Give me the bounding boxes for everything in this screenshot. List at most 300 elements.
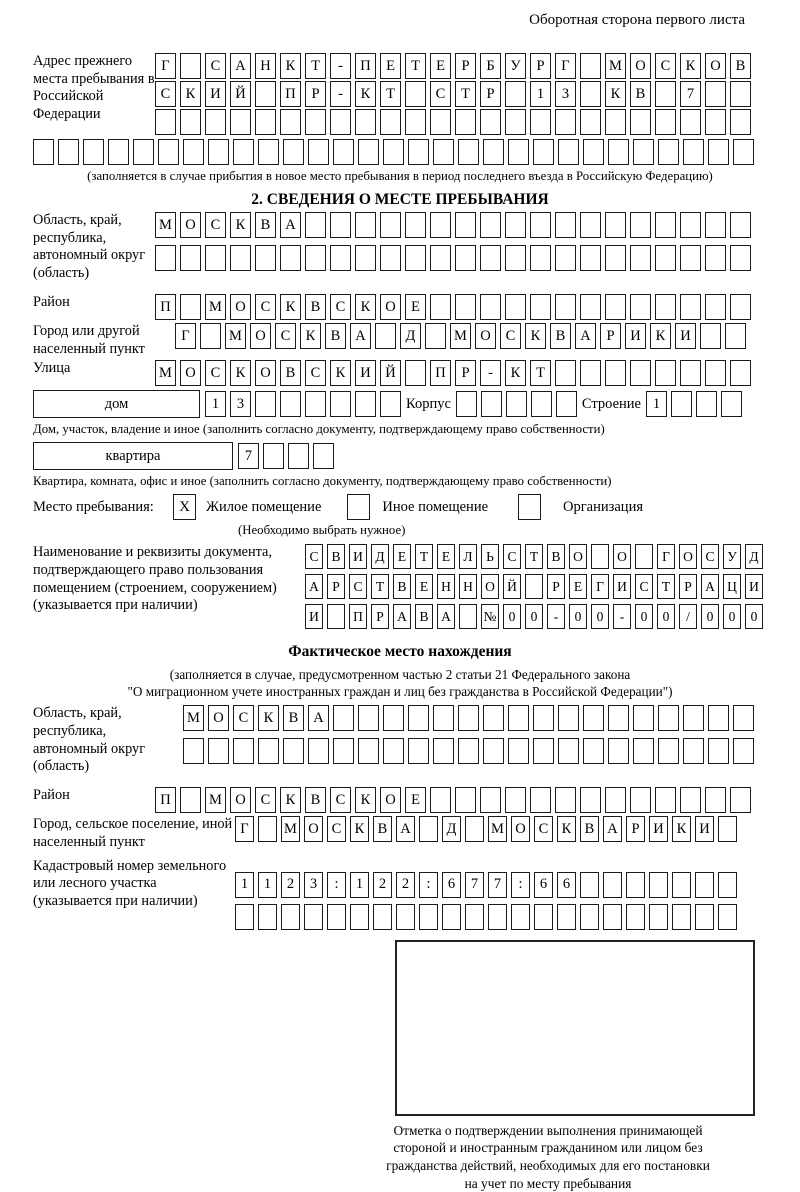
empty-cell — [425, 323, 446, 349]
char-cell: О — [180, 360, 201, 386]
char-cell: 6 — [534, 872, 553, 898]
district-row-group — [33, 294, 767, 320]
empty-cell — [705, 212, 726, 238]
char-cell: И — [695, 816, 714, 842]
char-cell: 0 — [525, 604, 543, 629]
korpus-row — [456, 391, 577, 417]
stay-option-other: Иное помещение — [382, 498, 489, 515]
city-label: Город или другой населенный пункт — [33, 322, 145, 357]
empty-cell — [680, 294, 701, 320]
empty-cell — [308, 139, 329, 165]
empty-cell — [380, 245, 401, 271]
empty-cell — [580, 212, 601, 238]
char-cell: О — [705, 53, 726, 79]
fact-title: Фактическое место нахождения — [288, 643, 512, 661]
char-cell: С — [205, 360, 226, 386]
empty-cell — [558, 705, 579, 731]
empty-cell — [555, 294, 576, 320]
empty-cell — [380, 391, 401, 417]
char-cell: 7 — [488, 872, 507, 898]
house-row-group — [33, 390, 767, 418]
empty-cell — [280, 109, 301, 135]
char-cell: Т — [455, 81, 476, 107]
empty-cell — [530, 245, 551, 271]
empty-cell — [456, 391, 477, 417]
char-cell: Е — [405, 294, 426, 320]
char-cell: - — [547, 604, 565, 629]
empty-cell — [280, 245, 301, 271]
char-cell: В — [327, 544, 345, 569]
empty-cell — [633, 738, 654, 764]
empty-cell — [383, 738, 404, 764]
char-cell: М — [281, 816, 300, 842]
fact-city-row-group — [33, 816, 767, 851]
char-cell: В — [415, 604, 433, 629]
char-cell: А — [350, 323, 371, 349]
prev-address-row-1 — [155, 53, 751, 79]
char-cell: К — [280, 294, 301, 320]
document-row-group — [33, 544, 767, 629]
char-cell: О — [613, 544, 631, 569]
empty-cell — [633, 705, 654, 731]
char-cell: Г — [555, 53, 576, 79]
char-cell: А — [230, 53, 251, 79]
char-cell: О — [180, 212, 201, 238]
empty-cell — [630, 109, 651, 135]
char-cell: Р — [530, 53, 551, 79]
char-cell: С — [327, 816, 346, 842]
stay-option-residential: Жилое помещение — [206, 498, 322, 515]
city-row — [175, 323, 746, 349]
char-cell: В — [305, 294, 326, 320]
char-cell: С — [255, 294, 276, 320]
char-cell: И — [205, 81, 226, 107]
empty-cell — [358, 705, 379, 731]
char-cell: К — [350, 816, 369, 842]
empty-cell — [605, 360, 626, 386]
char-cell: 6 — [442, 872, 461, 898]
empty-cell — [455, 245, 476, 271]
char-cell: Ь — [481, 544, 499, 569]
empty-cell — [430, 212, 451, 238]
char-cell: 1 — [205, 391, 226, 417]
empty-cell — [505, 81, 526, 107]
char-cell: В — [730, 53, 751, 79]
empty-cell — [733, 139, 754, 165]
empty-cell — [580, 53, 601, 79]
empty-cell — [133, 139, 154, 165]
char-cell: С — [635, 574, 653, 599]
char-cell: С — [330, 787, 351, 813]
empty-cell — [506, 391, 527, 417]
char-cell: К — [258, 705, 279, 731]
empty-cell — [508, 139, 529, 165]
char-cell: М — [488, 816, 507, 842]
empty-cell — [405, 212, 426, 238]
char-cell: Т — [415, 544, 433, 569]
checkbox-other-premises — [347, 494, 370, 520]
char-cell: И — [613, 574, 631, 599]
empty-cell — [405, 360, 426, 386]
apartment-box: квартира — [33, 442, 233, 470]
empty-cell — [305, 212, 326, 238]
empty-cell — [433, 139, 454, 165]
stamp-caption-line-3: гражданства действий, необходимых для его постановки — [386, 1157, 710, 1173]
empty-cell — [230, 109, 251, 135]
empty-cell — [730, 245, 751, 271]
empty-cell — [283, 139, 304, 165]
empty-cell — [533, 705, 554, 731]
empty-cell — [408, 139, 429, 165]
char-cell: А — [305, 574, 323, 599]
fact-city-row — [235, 816, 737, 842]
empty-cell — [288, 443, 309, 469]
prev-address-row-2 — [155, 81, 751, 107]
char-cell: Е — [437, 544, 455, 569]
char-cell: Т — [305, 53, 326, 79]
char-cell: К — [355, 787, 376, 813]
char-cell: Т — [380, 81, 401, 107]
street-row-group — [33, 360, 767, 386]
fact-city-label: Город, сельское поселение, иной населенный пункт — [33, 816, 233, 850]
empty-cell — [705, 787, 726, 813]
char-cell: А — [393, 604, 411, 629]
empty-cell — [655, 212, 676, 238]
char-cell: В — [630, 81, 651, 107]
char-cell: С — [430, 81, 451, 107]
char-cell: П — [355, 53, 376, 79]
empty-cell — [671, 391, 692, 417]
empty-cell — [705, 360, 726, 386]
empty-cell — [155, 109, 176, 135]
empty-cell — [480, 245, 501, 271]
empty-cell — [672, 872, 691, 898]
empty-cell — [672, 904, 691, 930]
char-cell: 0 — [745, 604, 763, 629]
empty-cell — [730, 294, 751, 320]
empty-cell — [718, 904, 737, 930]
char-cell: Б — [480, 53, 501, 79]
empty-cell — [556, 391, 577, 417]
empty-cell — [605, 212, 626, 238]
fact-region-row-1 — [183, 705, 754, 731]
checkbox-x-mark: X — [179, 498, 190, 515]
char-cell: К — [525, 323, 546, 349]
house-caption: Дом, участок, владение и иное (заполнить согласно документу, подтверждающему право собственности) — [33, 422, 605, 437]
empty-cell — [330, 109, 351, 135]
empty-cell — [258, 738, 279, 764]
char-cell: 1 — [530, 81, 551, 107]
char-cell: 3 — [304, 872, 323, 898]
char-cell: - — [480, 360, 501, 386]
empty-cell — [313, 443, 334, 469]
empty-cell — [333, 139, 354, 165]
empty-cell — [480, 109, 501, 135]
empty-cell — [725, 323, 746, 349]
char-cell: С — [155, 81, 176, 107]
char-cell: В — [550, 323, 571, 349]
checkbox-residential — [173, 494, 196, 520]
char-cell: К — [280, 787, 301, 813]
empty-cell — [233, 139, 254, 165]
empty-cell — [305, 391, 326, 417]
empty-cell — [630, 245, 651, 271]
empty-cell — [655, 787, 676, 813]
empty-cell — [705, 109, 726, 135]
empty-cell — [383, 139, 404, 165]
char-cell: 7 — [238, 443, 259, 469]
char-cell: В — [393, 574, 411, 599]
region-row-group — [33, 212, 767, 283]
char-cell: О — [380, 787, 401, 813]
empty-cell — [630, 360, 651, 386]
empty-cell — [358, 738, 379, 764]
char-cell: Д — [442, 816, 461, 842]
empty-cell — [555, 245, 576, 271]
char-cell: 0 — [701, 604, 719, 629]
char-cell: : — [327, 872, 346, 898]
char-cell: 7 — [465, 872, 484, 898]
empty-cell — [649, 904, 668, 930]
empty-cell — [483, 738, 504, 764]
empty-cell — [580, 294, 601, 320]
char-cell: М — [450, 323, 471, 349]
char-cell: В — [547, 544, 565, 569]
char-cell: С — [275, 323, 296, 349]
empty-cell — [705, 294, 726, 320]
empty-cell — [480, 294, 501, 320]
char-cell: М — [225, 323, 246, 349]
empty-cell — [700, 323, 721, 349]
stroenie-row — [646, 391, 742, 417]
empty-cell — [718, 816, 737, 842]
char-cell: А — [396, 816, 415, 842]
checkbox-organization — [518, 494, 541, 520]
char-cell: М — [155, 212, 176, 238]
char-cell: С — [205, 53, 226, 79]
empty-cell — [633, 139, 654, 165]
empty-cell — [580, 109, 601, 135]
stamp-caption-line-4: на учет по месту пребывания — [464, 1175, 632, 1191]
empty-cell — [511, 904, 530, 930]
empty-cell — [405, 245, 426, 271]
char-cell: Г — [155, 53, 176, 79]
stay-type-row — [33, 494, 767, 520]
empty-cell — [280, 391, 301, 417]
char-cell: С — [305, 360, 326, 386]
empty-cell — [649, 872, 668, 898]
char-cell: К — [180, 81, 201, 107]
char-cell: Р — [305, 81, 326, 107]
empty-cell — [419, 904, 438, 930]
char-cell: С — [655, 53, 676, 79]
char-cell: О — [208, 705, 229, 731]
char-cell: Н — [255, 53, 276, 79]
empty-cell — [459, 604, 477, 629]
empty-cell — [355, 212, 376, 238]
empty-cell — [580, 81, 601, 107]
char-cell: Д — [400, 323, 421, 349]
empty-cell — [696, 391, 717, 417]
char-cell: О — [255, 360, 276, 386]
char-cell: О — [511, 816, 530, 842]
empty-cell — [530, 294, 551, 320]
district-row — [155, 294, 751, 320]
empty-cell — [555, 787, 576, 813]
empty-cell — [408, 738, 429, 764]
empty-cell — [327, 904, 346, 930]
char-cell: К — [280, 53, 301, 79]
char-cell: С — [701, 544, 719, 569]
empty-cell — [680, 245, 701, 271]
char-cell: А — [280, 212, 301, 238]
empty-cell — [158, 139, 179, 165]
char-cell: 0 — [723, 604, 741, 629]
fact-district-label: Район — [33, 787, 70, 804]
char-cell: В — [373, 816, 392, 842]
prev-address-label: Адрес прежнего места пребывания в Российской Федерации — [33, 53, 155, 123]
char-cell: К — [230, 212, 251, 238]
char-cell: Г — [175, 323, 196, 349]
empty-cell — [380, 212, 401, 238]
empty-cell — [405, 81, 426, 107]
empty-cell — [683, 738, 704, 764]
street-row — [155, 360, 751, 386]
empty-cell — [180, 245, 201, 271]
empty-cell — [255, 391, 276, 417]
char-cell: Г — [657, 544, 675, 569]
empty-cell — [405, 109, 426, 135]
empty-cell — [383, 705, 404, 731]
char-cell: Н — [437, 574, 455, 599]
empty-cell — [505, 245, 526, 271]
empty-cell — [680, 212, 701, 238]
char-cell: И — [649, 816, 668, 842]
empty-cell — [333, 738, 354, 764]
empty-cell — [655, 81, 676, 107]
fact-caption-line-1: (заполняется в случае, предусмотренном частью 2 статьи 21 Федерального закона — [169, 667, 631, 683]
empty-cell — [380, 109, 401, 135]
fact-district-row-group — [33, 787, 767, 813]
empty-cell — [558, 139, 579, 165]
empty-cell — [396, 904, 415, 930]
empty-cell — [730, 109, 751, 135]
char-cell: - — [330, 81, 351, 107]
empty-cell — [580, 245, 601, 271]
empty-cell — [180, 109, 201, 135]
char-cell: Л — [459, 544, 477, 569]
char-cell: 0 — [591, 604, 609, 629]
char-cell: Р — [455, 53, 476, 79]
char-cell: О — [475, 323, 496, 349]
empty-cell — [730, 81, 751, 107]
korpus-label: Корпус — [406, 396, 451, 413]
prev-address-section — [33, 53, 767, 135]
char-cell: Е — [430, 53, 451, 79]
char-cell: А — [575, 323, 596, 349]
empty-cell — [580, 872, 599, 898]
empty-cell — [580, 360, 601, 386]
empty-cell — [583, 139, 604, 165]
empty-cell — [208, 738, 229, 764]
empty-cell — [205, 109, 226, 135]
char-cell: Ц — [723, 574, 741, 599]
empty-cell — [465, 816, 484, 842]
empty-cell — [557, 904, 576, 930]
char-cell: К — [680, 53, 701, 79]
empty-cell — [608, 705, 629, 731]
empty-cell — [333, 705, 354, 731]
empty-cell — [373, 904, 392, 930]
char-cell: В — [255, 212, 276, 238]
apartment-number-row — [238, 443, 334, 469]
empty-cell — [483, 139, 504, 165]
empty-cell — [233, 738, 254, 764]
empty-cell — [558, 738, 579, 764]
stamp-caption — [325, 1122, 771, 1192]
empty-cell — [455, 787, 476, 813]
empty-cell — [630, 787, 651, 813]
empty-cell — [730, 360, 751, 386]
empty-cell — [408, 705, 429, 731]
apartment-caption: Квартира, комната, офис и иное (заполнить согласно документу, подтверждающему право собственности) — [33, 474, 612, 489]
fact-region-row-group — [33, 705, 767, 776]
empty-cell — [180, 294, 201, 320]
char-cell: О — [230, 294, 251, 320]
stroenie-label: Строение — [581, 396, 641, 413]
char-cell: С — [255, 787, 276, 813]
empty-cell — [430, 787, 451, 813]
empty-cell — [555, 360, 576, 386]
char-cell: Г — [235, 816, 254, 842]
region-row-1 — [155, 212, 751, 238]
char-cell: М — [155, 360, 176, 386]
char-cell: - — [330, 53, 351, 79]
empty-cell — [530, 109, 551, 135]
char-cell: Е — [380, 53, 401, 79]
empty-cell — [180, 787, 201, 813]
empty-cell — [305, 109, 326, 135]
empty-cell — [508, 738, 529, 764]
char-cell: О — [250, 323, 271, 349]
empty-cell — [433, 705, 454, 731]
empty-cell — [658, 705, 679, 731]
char-cell: К — [672, 816, 691, 842]
char-cell: Р — [547, 574, 565, 599]
char-cell: Й — [503, 574, 521, 599]
empty-cell — [258, 904, 277, 930]
empty-cell — [525, 574, 543, 599]
fact-caption-line-2: "О миграционном учете иностранных граждан и лиц без гражданства в Российской Федерации") — [127, 683, 673, 699]
document-row-1 — [305, 544, 763, 569]
char-cell: О — [630, 53, 651, 79]
empty-cell — [533, 139, 554, 165]
char-cell: И — [745, 574, 763, 599]
empty-cell — [235, 904, 254, 930]
fact-region-label: Область, край, республика, автономный округ (область) — [33, 705, 146, 775]
empty-cell — [534, 904, 553, 930]
empty-cell — [480, 787, 501, 813]
empty-cell — [205, 245, 226, 271]
char-cell: Т — [525, 544, 543, 569]
char-cell: С — [330, 294, 351, 320]
char-cell: П — [349, 604, 367, 629]
empty-cell — [655, 109, 676, 135]
char-cell: 1 — [350, 872, 369, 898]
char-cell: 0 — [657, 604, 675, 629]
empty-cell — [304, 904, 323, 930]
char-cell: : — [511, 872, 530, 898]
